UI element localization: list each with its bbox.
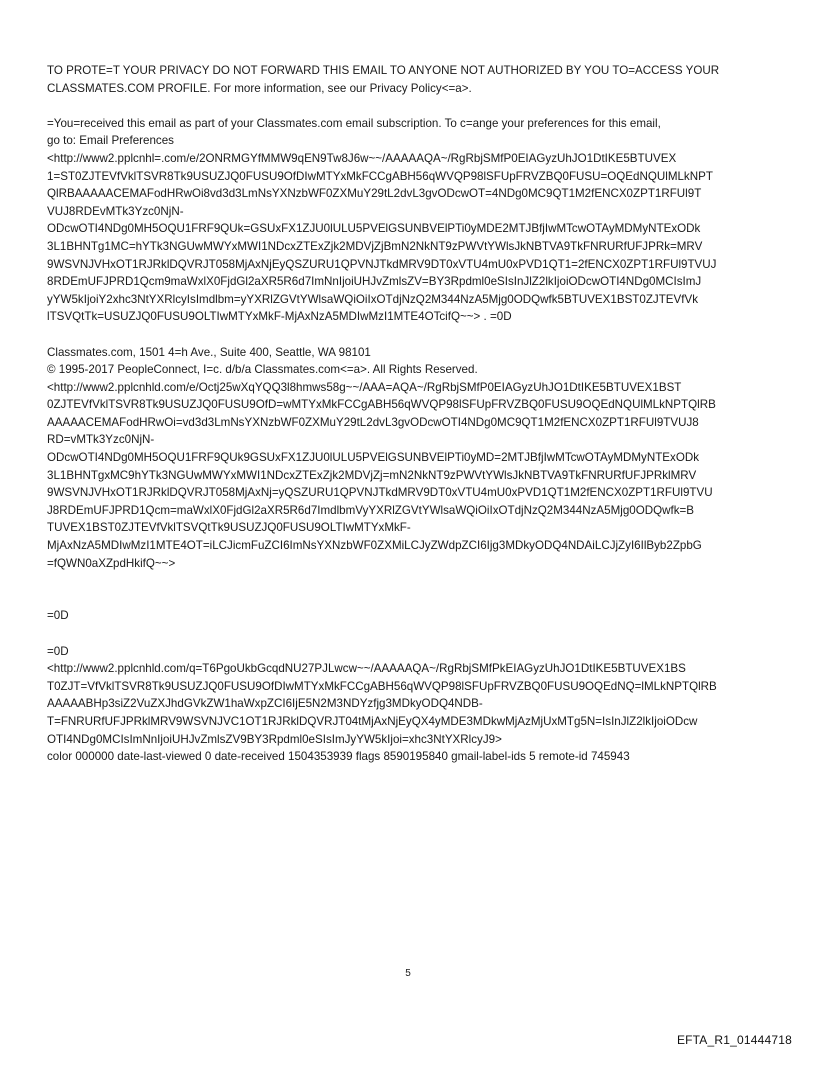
text-line: =0D	[47, 644, 69, 658]
text-line: 3L1BHNTg1MC=hYTk3NGUwMWYxMWI1NDcxZTExZjk2MDVjZjBmN2NkNT9zPWVtYWlsJkNBTVA9TkFNRURfUFJPRk=MRV	[47, 239, 703, 253]
paragraph	[47, 115, 772, 326]
text-line: TO PROTE=T YOUR PRIVACY DO NOT FORWARD THIS EMAIL TO ANYONE NOT AUTHORIZED BY YOU TO=ACCESS YOUR	[47, 64, 720, 77]
text-line: © 1995-2017 PeopleConnect, I=c. d/b/a Classmates.com<=a>. All Rights Reserved.	[47, 363, 478, 377]
text-line: <http://www2.pplcnhld.com/e/Octj25wXqYQQ3l8hmws58g~~/AAA=AQA~/RgRbjSMfP0EIAGyzUhJO1DtIKE5BTUVEX1BST	[47, 380, 682, 394]
text-line: <http://www2.pplcnhl=.com/e/2ONRMGYfMMW9qEN9Tw8J6w~~/AAAAAQA~/RgRbjSMfP0EIAGyzUhJO1DtIKE5BTUVEX	[47, 151, 677, 165]
text-line: T0ZJT=VfVklTSVR8Tk9USUZJQ0FUSU9OfDIwMTYxMkFCCgABH56qWVQP98lSFUpFRVZBQ0FUSU9OQEdNQ=lMLkNPTQlRB	[47, 679, 717, 693]
text-line: 0ZJTEVfVklTSVR8Tk9USUZJQ0FUSU9OfD=wMTYxMkFCCgABH56qWVQP98lSFUpFRVZBQ0FUSU9OQEdNQUlMLkNPTQlRB	[47, 398, 716, 412]
paragraph-gap	[47, 625, 772, 643]
text-line: RD=vMTk3Yzc0NjN-	[47, 433, 155, 447]
text-line: 3L1BHNTgxMC9hYTk3NGUwMWYxMWI1NDcxZTExZjk2MDVjZj=mN2NkNT9zPWVtYWlsJkNBTVA9TkFNRURfUFJPRklMRV	[47, 468, 697, 482]
text-line: 9WSVNJVHxOT1RJRklDQVRJT058MjAxNjEyQSZURU1QPVNJTkdMRV9DT0xVTU4mU0xPVD1QT1=2fENCX0ZPT1RFUl9TVUJ	[47, 257, 717, 271]
text-line: <http://www2.pplcnhld.com/q=T6PgoUkbGcqdNU27PJLwcw~~/AAAAAQA~/RgRbjSMfPkEIAGyzUhJO1DtIKE5BTUVEX1BS	[47, 662, 686, 676]
text-line: VUJ8RDEvMTk3Yzc0NjN-	[47, 204, 184, 218]
text-line: J8RDEmUFJPRD1Qcm=maWxlX0FjdGl2aXR5R6d7ImdlbmVyYXRlZGVtYWlsaWQiOiIxOTdjNzQ2M344NzA5Mjg0ODQwfk=B	[47, 503, 695, 517]
text-line: go to: Email Preferences	[47, 134, 174, 148]
page-number: 5	[405, 968, 411, 979]
text-line: ODcwOTI4NDg0MH5OQU1FRF9QUk9GSUxFX1ZJU0lULU5PVElGSUNBVElPTi0yMD=2MTJBfjIwMTcwOTAyMDMyNTExODk	[47, 451, 700, 465]
paragraph-gap	[47, 590, 772, 608]
text-line: yYW5kIjoiY2xhc3NtYXRlcyIsImdlbm=yYXRlZGVtYWlsaWQiOiIxOTdjNzQ2M344NzA5Mjg0ODQwfk5BTUVEX1BST0ZJTEVfVk	[47, 292, 699, 306]
text-line: =0D	[47, 609, 69, 623]
blank-line	[47, 572, 772, 590]
paragraph-gap	[47, 326, 772, 344]
paragraph	[47, 572, 772, 590]
text-line: 8RDEmUFJPRD1Qcm9maWxlX0FjdGl2aXR5R6d7ImNnIjoiUHJvZmlsZV=BY3Rpdml0eSIsInJlZ2lkIjoiODcwOTI4NDg0MCIsImJ	[47, 275, 702, 289]
text-line: =You=received this email as part of your Classmates.com email subscription. To c=ange your preferences for this email,	[47, 116, 661, 130]
text-line: lTSVQtTk=USUZJQ0FUSU9OLTIwMTYxMkF-MjAxNzA5MDIwMzI1MTE4OTcifQ~~> . =0D	[47, 310, 512, 324]
paragraph-gap	[47, 97, 772, 115]
text-line: color 000000 date-last-viewed 0 date-received 1504353939 flags 8590195840 gmail-label-ids 5 remote-id 745943	[47, 750, 630, 764]
text-line: TUVEX1BST0ZJTEVfVklTSVQtTk9USUZJQ0FUSU9OLTIwMTYxMkF-	[47, 521, 411, 535]
text-line: ODcwOTI4NDg0MH5OQU1FRF9QUk=GSUxFX1ZJU0lULU5PVElGSUNBVElPTi0yMDE2MTJBfjIwMTcwOTAyMDMyNTExODk	[47, 222, 701, 236]
text-line: 9WSVNJVHxOT1RJRklDQVRJT058MjAxNj=yQSZURU1QPVNJTkdMRV9DT0xVTU4mU0xPVD1QT1M2fENCX0ZPT1RFUl9TVU	[47, 486, 713, 500]
text-line: =fQWN0aXZpdHkifQ~~>	[47, 556, 176, 570]
text-line: AAAAABHp3siZ2VuZXJhdGVkZW1haWxpZCI6IjE5N2M3NDYzfjg3MDkyODQ4NDB-	[47, 697, 483, 711]
paragraph	[47, 607, 772, 625]
text-line: OTI4NDg0MCIsImNnIjoiUHJvZmlsZV9BY3Rpdml0eSIsImJyYW5kIjoi=xhc3NtYXRlcyJ9>	[47, 732, 502, 746]
text-line: MjAxNzA5MDIwMzI1MTE4OT=iLCJicmFuZCI6ImNsYXNzbWF0ZXMiLCJyZWdpZCI6Ijg3MDkyODQ4NDAiLCJjZyI6IlByb2ZpbG	[47, 539, 702, 553]
text-line: AAAAACEMAFodHRwOi=vd3d3LmNsYXNzbWF0ZXMuY29tL2dvL3gvODcwOTI4NDg0MC9QT1M2fENCX0ZPT1RFUl9TVUJ8	[47, 415, 699, 429]
document-id: EFTA_R1_01444718	[676, 1033, 792, 1047]
paragraph	[47, 62, 772, 97]
text-line: T=FNRURfUFJPRklMRV9WSVNJVC1OT1RJRklDQVRJT04tMjAxNjEyQX4yMDE3MDkwMjAzMjUxMTg5N=IsInJlZ2lkIjoiODcw	[47, 714, 698, 728]
text-line: QlRBAAAAACEMAFodHRwOi8vd3d3LmNsYXNzbWF0ZXMuY29tL2dvL3gvODcwOT=4NDg0MC9QT1M2fENCX0ZPT1RFUl9T	[47, 187, 702, 201]
email-body	[47, 62, 772, 766]
paragraph	[47, 643, 772, 766]
paragraph	[47, 344, 772, 573]
text-line: CLASSMATES.COM PROFILE. For more information, see our Privacy Policy<=a>.	[47, 81, 472, 95]
text-line: Classmates.com, 1501 4=h Ave., Suite 400, Seattle, WA 98101	[47, 345, 371, 359]
text-line: 1=ST0ZJTEVfVklTSVR8Tk9USUZJQ0FUSU9OfDIwMTYxMkFCCgABH56qWVQP98lSFUpFRVZBQ0FUSU=OQEdNQUlMLkNPT	[47, 169, 713, 183]
